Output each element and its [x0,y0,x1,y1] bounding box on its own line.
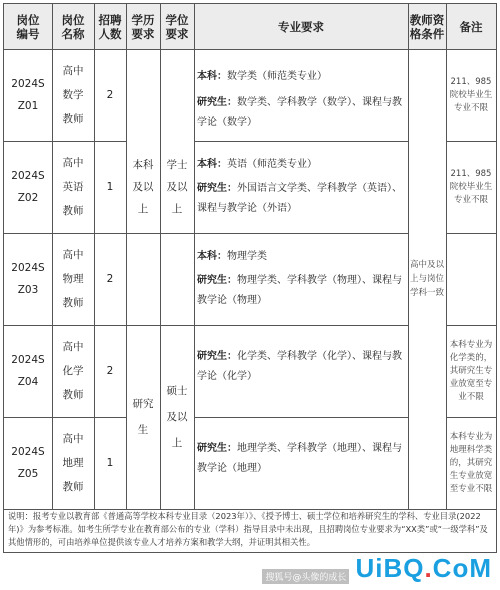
row3-count-text: 2 [106,273,114,285]
header-qualification [408,4,446,49]
row1-grad [197,93,405,133]
row2-undergrad [197,155,317,175]
row2-count-text: 1 [106,181,114,193]
header-major [194,4,408,49]
merged-degree-master-text: 硕士及以上 [166,385,188,449]
row2-grad-text: 外国语言文学类、学科教学（英语）、课程与教学论（外语） [197,183,402,214]
header-count [94,4,126,49]
row4-name [52,325,94,417]
row1-count [94,49,126,141]
row4-major [194,325,408,417]
header-post-name [52,4,94,49]
row-line [446,325,496,326]
row5-major [194,417,408,509]
row4-remark [446,325,496,417]
row3-code [4,233,52,325]
row1-code [4,49,52,141]
watermark-logo [355,553,492,584]
merged-qualification-text: 高中及以上与岗位学科一致 [410,260,445,298]
row-line [4,141,126,142]
row2-grad [197,179,405,219]
row5-code [4,417,52,509]
row5-grad-text: 地理学类、学科教学（地理）、课程与教学论（地理） [197,443,402,474]
row-line [4,49,496,50]
row-line [446,233,496,234]
header-remark-text: 备注 [459,19,483,34]
row-line [446,417,496,418]
header-count-text: 招聘人数 [98,12,122,41]
merged-degree-bachelor [160,141,194,233]
row1-major [194,49,408,141]
merged-education-bachelor-text: 本科及以上 [132,159,154,215]
row2-remark [446,141,496,233]
row4-code-text: 2024SZ04 [11,354,45,388]
header-education-text: 学历要求 [131,12,155,41]
row2-remark-text: 211、985院校毕业生专业不限 [449,168,493,205]
row5-code-text: 2024SZ05 [11,446,45,480]
row-line [194,141,408,142]
watermark-logo-dot: . [424,553,433,583]
row3-name-text: 高中物理教师 [62,249,84,309]
recruitment-table [3,3,497,553]
row2-name [52,141,94,233]
row1-count-text: 2 [106,89,114,101]
row2-name-text: 高中英语教师 [62,157,84,217]
header-education [126,4,160,49]
col-line [446,4,447,509]
col-line [408,4,409,509]
row-line [4,325,408,326]
row3-major [194,233,408,325]
merged-education-bachelor [126,141,160,233]
header-qualification-text: 教师资格条件 [409,12,445,41]
header-remark [446,4,496,49]
watermark-logo-tail: CoM [432,553,492,583]
row1-code-text: 2024SZ01 [11,78,45,112]
row2-grad-label: 研究生： [197,183,237,194]
merged-education-grad-text: 研究生 [132,398,154,436]
row3-remark [446,233,496,325]
col-line [94,4,95,509]
row3-undergrad-label: 本科： [197,251,227,262]
header-post-name-text: 岗位名称 [61,12,85,41]
row4-name-text: 高中化学教师 [62,341,84,401]
header-degree-text: 学位要求 [165,12,189,41]
col-line [194,4,195,509]
row5-name-text: 高中地理教师 [62,433,84,493]
row3-grad-label: 研究生： [197,275,237,286]
row5-grad [197,439,405,479]
merged-education-grad [126,325,160,509]
row1-remark [446,49,496,141]
row4-count-text: 2 [106,365,114,377]
row3-grad-text: 物理学类、学科教学（物理）、课程与教学论（物理） [197,275,402,306]
row5-grad-label: 研究生： [197,443,237,454]
row1-undergrad-label: 本科： [197,71,227,82]
row5-remark-text: 本科专业为地理科学类的，其研究生专业放宽至专业不限 [449,431,493,494]
watermark-caption: 搜狐号@头像的成长 [262,569,349,584]
row4-remark-text: 本科专业为化学类的，其研究生专业放宽至专业不限 [449,339,493,402]
row1-grad-text: 数学类、学科教学（数学）、课程与教学论（数学） [197,97,402,128]
row2-major [194,141,408,233]
row1-name-text: 高中数学教师 [62,65,84,125]
row1-grad-label: 研究生： [197,97,237,108]
row-line [4,233,408,234]
merged-qualification [408,49,446,509]
header-major-text: 专业要求 [278,19,324,34]
row4-grad-text: 化学类、学科教学（化学）、课程与教学论（化学） [197,351,402,382]
row-line [194,417,408,418]
header-post-code-text: 岗位编号 [16,12,40,41]
row1-undergrad [197,67,327,87]
merged-degree-master [160,325,194,509]
header-degree [160,4,194,49]
row5-name [52,417,94,509]
row-line [446,141,496,142]
row4-grad-label: 研究生： [197,351,237,362]
row5-count-text: 1 [106,457,114,469]
row3-count [94,233,126,325]
watermark-logo-main: UiBQ [355,553,425,583]
row1-undergrad-text: 数学类（师范类专业） [227,71,327,82]
row4-code [4,325,52,417]
row3-code-text: 2024SZ03 [11,262,45,296]
row2-undergrad-label: 本科： [197,159,227,170]
row5-remark [446,417,496,509]
col-line [52,4,53,509]
footnote: 说明：报考专业以教育部《普通高等学校本科专业目录（2023年）》、《授予博士、硕士学位和培养研究生的学科、专业目录(2022年)》为参考标准。如考生所学专业在教育部公布的专业（学科）指导目录中未出现，且招聘岗位专业要求为“XX类”或“一级学科”及其他情形的，可由培养单位提供该专业人才培养方案和教学大纲，并证明其相关性。 [8,511,488,547]
row1-name [52,49,94,141]
row3-undergrad-text: 物理学类 [227,251,267,262]
merged-degree-bachelor-text: 学士及以上 [166,159,188,215]
row3-name [52,233,94,325]
row1-remark-text: 211、985院校毕业生专业不限 [449,76,493,113]
col-line [126,4,127,509]
header-post-code [4,4,52,49]
row2-undergrad-text: 英语（师范类专业） [227,159,317,170]
row3-grad [197,271,405,311]
row4-grad [197,347,405,387]
row2-code-text: 2024SZ02 [11,170,45,204]
row2-code [4,141,52,233]
row4-count [94,325,126,417]
col-line [160,4,161,509]
watermark [262,553,492,584]
row5-count [94,417,126,509]
row3-undergrad [197,247,267,267]
row-line [4,417,126,418]
row2-count [94,141,126,233]
